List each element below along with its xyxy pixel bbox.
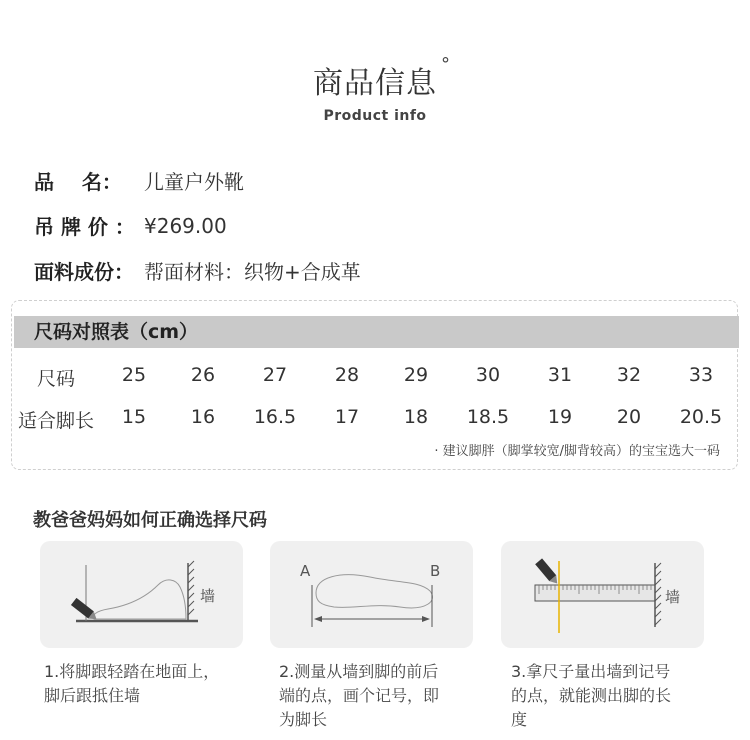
step-text-line: 3.拿尺子量出墙到记号 bbox=[511, 662, 671, 681]
step-text-line: 端的点，画个记号，即 bbox=[279, 686, 440, 705]
info-row-name bbox=[34, 158, 361, 203]
size-cell: 27 bbox=[262, 364, 288, 386]
page-title bbox=[313, 54, 451, 102]
step-2-illustration bbox=[270, 541, 473, 648]
foot-length-cell: 18 bbox=[403, 406, 429, 428]
foot-length-cell: 17 bbox=[334, 406, 360, 428]
foot-length-cell: 15 bbox=[121, 406, 147, 428]
size-cell: 33 bbox=[688, 364, 714, 386]
measure-foot-icon bbox=[270, 541, 473, 648]
size-row bbox=[14, 356, 740, 398]
row-header: 尺码 bbox=[36, 368, 76, 390]
point-b-label: B bbox=[430, 562, 441, 580]
foot-length-cell: 20 bbox=[616, 406, 642, 428]
size-table bbox=[14, 356, 740, 440]
foot-length-cell: 20.5 bbox=[679, 406, 723, 428]
info-label: 品 名： bbox=[34, 170, 122, 194]
size-cell: 26 bbox=[190, 364, 216, 386]
info-label: 吊 牌 价 ： bbox=[34, 215, 135, 239]
size-cell: 32 bbox=[616, 364, 642, 386]
degree-mark: ° bbox=[441, 54, 451, 75]
step-text-line: 度 bbox=[511, 710, 528, 729]
foot-length-cell: 19 bbox=[547, 406, 573, 428]
step-1-illustration bbox=[40, 541, 243, 648]
step-text-line: 脚后跟抵住墙 bbox=[44, 686, 141, 705]
info-row-material bbox=[34, 248, 361, 293]
row-header: 适合脚长 bbox=[17, 410, 95, 432]
step-text-line: 为脚长 bbox=[279, 710, 328, 729]
size-cell: 29 bbox=[403, 364, 429, 386]
wall-label: 墙 bbox=[665, 588, 681, 606]
step-text-line: 的点，就能测出脚的长 bbox=[511, 686, 672, 705]
foot-length-cell: 18.5 bbox=[466, 406, 510, 428]
size-chart-title: 尺码对照表（cm） bbox=[14, 316, 739, 348]
size-cell: 30 bbox=[475, 364, 501, 386]
howto-title: 教爸爸妈妈如何正确选择尺码 bbox=[33, 510, 267, 531]
info-value: 帮面材料：织物+合成革 bbox=[144, 260, 361, 284]
ruler-measure-icon bbox=[501, 541, 704, 648]
foot-against-wall-icon bbox=[40, 541, 243, 648]
product-info bbox=[34, 158, 361, 293]
step-text-line: 2.测量从墙到脚的前后 bbox=[279, 662, 439, 681]
foot-length-row bbox=[14, 398, 740, 440]
page-title-text: 商品信息 bbox=[313, 66, 437, 101]
step-3-text bbox=[511, 660, 671, 732]
info-label: 面料成份： bbox=[34, 260, 134, 284]
info-value: ¥269.00 bbox=[144, 213, 227, 238]
step-3-illustration bbox=[501, 541, 704, 648]
step-2-text bbox=[279, 660, 439, 732]
info-row-price bbox=[34, 203, 361, 248]
size-cell: 28 bbox=[334, 364, 360, 386]
step-text-line: 1.将脚跟轻踏在地面上， bbox=[44, 662, 220, 681]
page-subtitle: Product info bbox=[323, 108, 427, 124]
info-value: 儿童户外靴 bbox=[144, 170, 244, 194]
step-1-text bbox=[44, 660, 219, 708]
size-note: · 建议脚胖（脚掌较宽/脚背较高）的宝宝选大一码 bbox=[434, 444, 720, 459]
size-cell: 31 bbox=[547, 364, 573, 386]
foot-length-cell: 16 bbox=[190, 406, 216, 428]
wall-label: 墙 bbox=[200, 587, 216, 605]
page-header bbox=[0, 54, 750, 124]
point-a-label: A bbox=[300, 562, 311, 580]
size-cell: 25 bbox=[121, 364, 147, 386]
foot-length-cell: 16.5 bbox=[253, 406, 297, 428]
